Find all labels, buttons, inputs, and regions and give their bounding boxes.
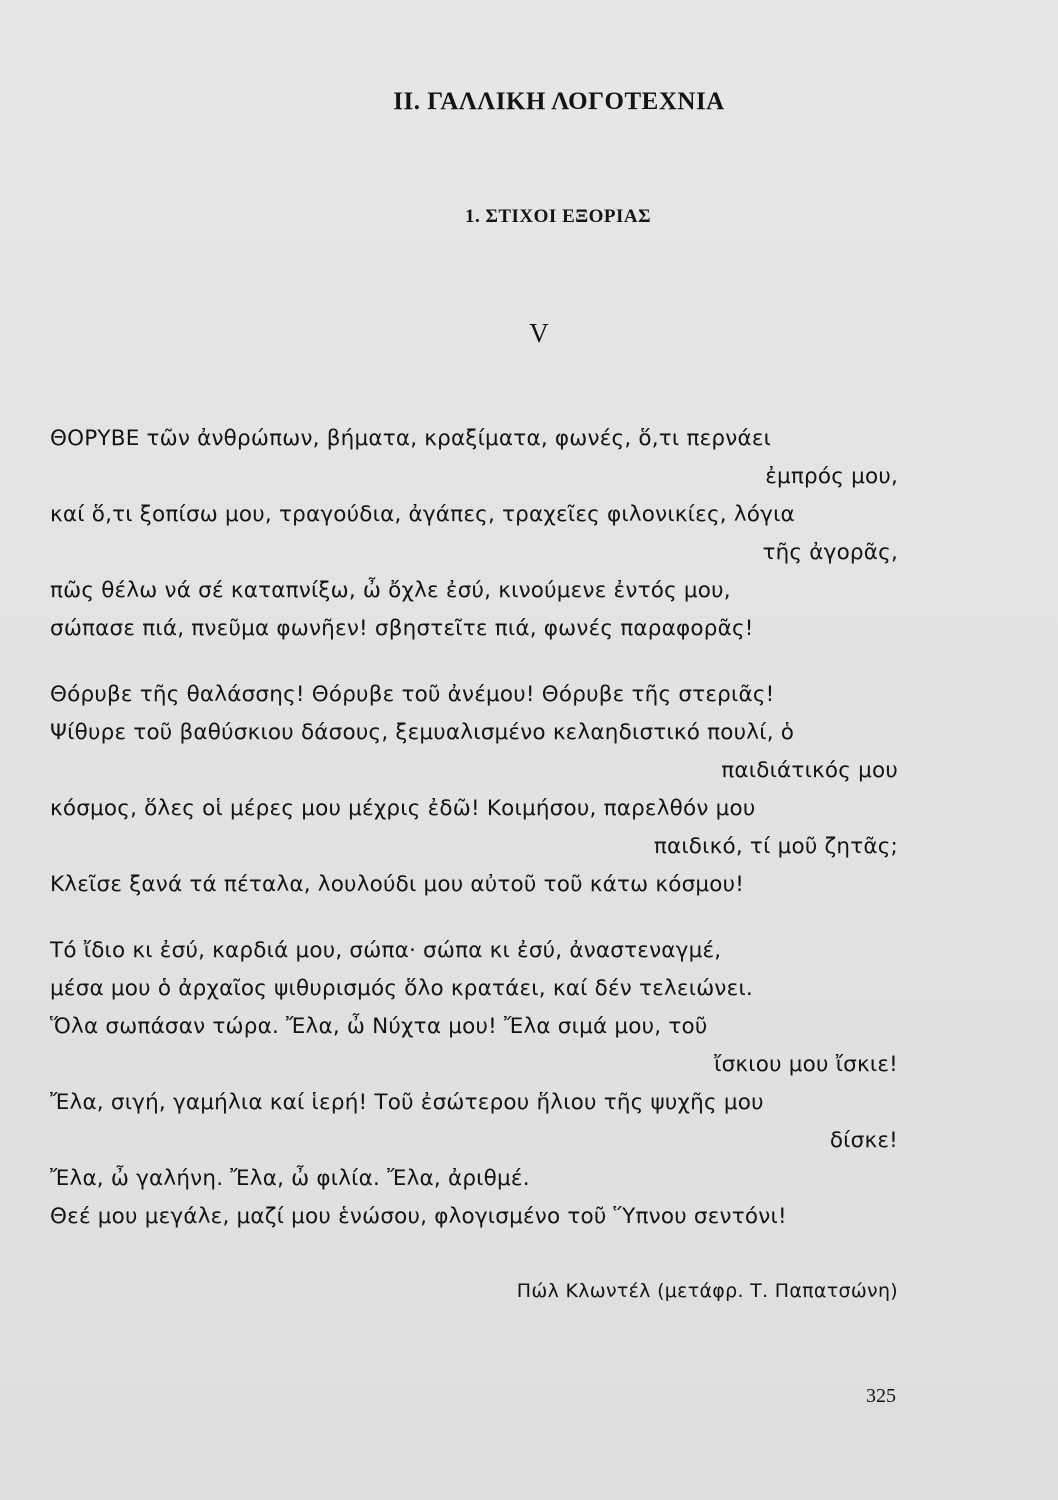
poem-line: Θεέ μου μεγάλε, μαζί μου ἑνώσου, φλογισμένο τοῦ Ὕπνου σεντόνι! xyxy=(50,1204,787,1229)
page-number: 325 xyxy=(866,1385,896,1407)
poem-line: καί ὅ,τι ξοπίσω μου, τραγούδια, ἀγάπες, τραχεῖες φιλονικίες, λόγια xyxy=(50,502,795,527)
poem-line: Θόρυβε τῆς θαλάσσης! Θόρυβε τοῦ ἀνέμου! Θόρυβε τῆς στεριᾶς! xyxy=(50,682,775,707)
poem-line: Ἔλα, σιγή, γαμήλια καί ἱερή! Τοῦ ἐσώτερου ἥλιου τῆς ψυχῆς μου xyxy=(50,1090,764,1115)
stanza xyxy=(50,420,898,648)
poem-line: σώπασε πιά, πνεῦμα φωνῆεν! σβηστεῖτε πιά, φωνές παραφορᾶς! xyxy=(50,616,754,641)
part-number: V xyxy=(529,318,549,348)
poem-line-continuation: παιδικό, τί μοῦ ζητᾶς; xyxy=(653,834,898,859)
poem-line-continuation: παιδιάτικός μου xyxy=(721,758,898,783)
stanza xyxy=(50,676,898,904)
poem-line-continuation: ἴσκιου μου ἴσκιε! xyxy=(714,1052,898,1077)
stanza xyxy=(50,932,898,1236)
poem-line: Κλεῖσε ξανά τά πέταλα, λουλούδι μου αὐτοῦ τοῦ κάτω κόσμου! xyxy=(50,872,745,897)
poem-line-continuation: τῆς ἀγορᾶς, xyxy=(762,540,898,565)
poem-line-continuation: δίσκε! xyxy=(829,1128,898,1153)
stanza-gap xyxy=(50,648,898,676)
poem-line: ΘΟΡΥΒΕ τῶν ἀνθρώπων, βήματα, κραξίματα, φωνές, ὅ,τι περνάει xyxy=(50,426,772,451)
poem-line: Ψίθυρε τοῦ βαθύσκιου δάσους, ξεμυαλισμένο κελαηδιστικό πουλί, ὁ xyxy=(50,720,795,745)
attribution: Πώλ Κλωντέλ (μετάφρ. Τ. Παπατσώνη) xyxy=(516,1280,898,1302)
poem-title: 1. ΣΤΙΧΟΙ ΕΞΟΡΙΑΣ xyxy=(464,206,652,227)
poem-line-continuation: ἐμπρός μου, xyxy=(765,464,898,489)
poem-line: μέσα μου ὁ ἀρχαῖος ψιθυρισμός ὅλο κρατάει, καί δέν τελειώνει. xyxy=(50,976,753,1001)
poem-line: Τό ἴδιο κι ἐσύ, καρδιά μου, σώπα· σώπα κι ἐσύ, ἀναστεναγμέ, xyxy=(50,938,722,963)
section-heading: ΙΙ. ΓΑΛΛΙΚΗ ΛΟΓΟΤΕΧΝΙΑ xyxy=(393,88,725,115)
poem-line: κόσμος, ὅλες οἱ μέρες μου μέχρις ἐδῶ! Κοιμήσου, παρελθόν μου xyxy=(50,796,756,821)
poem-line: Ὅλα σωπάσαν τώρα. Ἔλα, ὦ Νύχτα μου! Ἔλα σιμά μου, τοῦ xyxy=(50,1014,708,1039)
poem-body xyxy=(50,420,898,1236)
poem-line: Ἔλα, ὦ γαλήνη. Ἔλα, ὦ φιλία. Ἔλα, ἀριθμέ. xyxy=(50,1166,530,1191)
poem-line: πῶς θέλω νά σέ καταπνίξω, ὦ ὄχλε ἐσύ, κινούμενε ἐντός μου, xyxy=(50,578,731,603)
stanza-gap xyxy=(50,904,898,932)
